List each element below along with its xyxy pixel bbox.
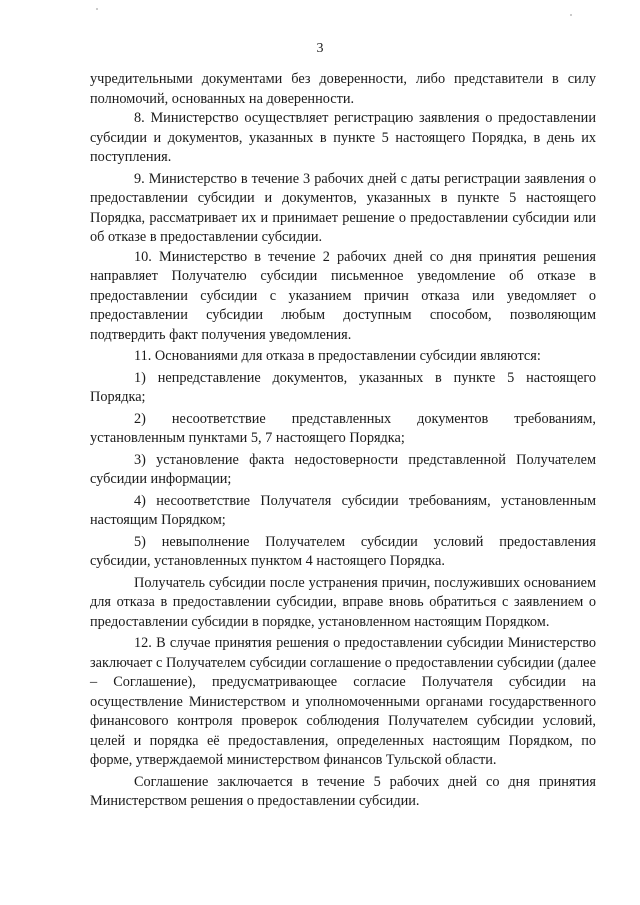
page-number: 3 [316, 41, 324, 56]
paragraph-item-8: 8. Министерство осуществляет регистрацию заявления о предоставлении субсидии и документов, указанных в пункте 5 настоящего Порядка, в день их поступления. [90, 110, 596, 165]
paragraph-item-12: 12. В случае принятия решения о предоставлении субсидии Министерство заключает с Получателем субсидии соглашение о предоставлении субсидии (далее – Соглашение), предусматривающее согласие Получателя субсидии на осуществление Министерством и уполномоченными органами государственного финансового контроля проверок соблюдения Получателем субсидии условий, целей и порядка её предоставления, определенных настоящим Порядком, по форме, утверждаемой министерством финансов Тульской области. [90, 635, 596, 768]
list-item-4: 4) несоответствие Получателя субсидии требованиям, установленным настоящим Порядком; [90, 492, 596, 528]
paragraph-item-9: 9. Министерство в течение 3 рабочих дней с даты регистрации заявления о предоставлении субсидии и документов, указанных в пункте 5 настоящего Порядка, рассматривает их и принимает решение о предоставлении субсидии или об отказе в предоставлении субсидии. [90, 170, 596, 245]
paragraph-agreement: Соглашение заключается в течение 5 рабочих дней со дня принятия Министерством решения о предоставлении субсидии. [90, 773, 596, 809]
list-item-1: 1) непредставление документов, указанных в пункте 5 настоящего Порядка; [90, 369, 596, 405]
paragraph-continuation: учредительными документами без доверенности, либо представители в силу полномочий, основанных на доверенности. [90, 71, 596, 107]
paragraph-resubmission: Получатель субсидии после устранения причин, послуживших основанием для отказа в предоставлении субсидии, вправе вновь обратиться с заявлением о предоставлении субсидии в порядке, установленном настоящим Порядком. [90, 574, 596, 630]
scan-speck [570, 14, 572, 16]
list-item-5: 5) невыполнение Получателем субсидии условий предоставления субсидии, установленных пунктом 4 настоящего Порядка. [90, 533, 596, 569]
list-item-3: 3) установление факта недостоверности представленной Получателем субсидии информации; [90, 451, 596, 487]
list-item-2: 2) несоответствие представленных документов требованиям, установленным пунктами 5, 7 настоящего Порядка; [90, 410, 596, 446]
scan-speck [96, 8, 98, 10]
document-body [90, 70, 596, 812]
paragraph-item-11: 11. Основаниями для отказа в предоставлении субсидии являются: [134, 348, 541, 364]
paragraph-item-10: 10. Министерство в течение 2 рабочих дней со дня принятия решения направляет Получателю субсидии письменное уведомление об отказе в предоставлении субсидии с указанием причин отказа или уведомляет о предоставлении субсидии любым доступным способом, позволяющим подтвердить факт получения уведомления. [90, 248, 596, 343]
